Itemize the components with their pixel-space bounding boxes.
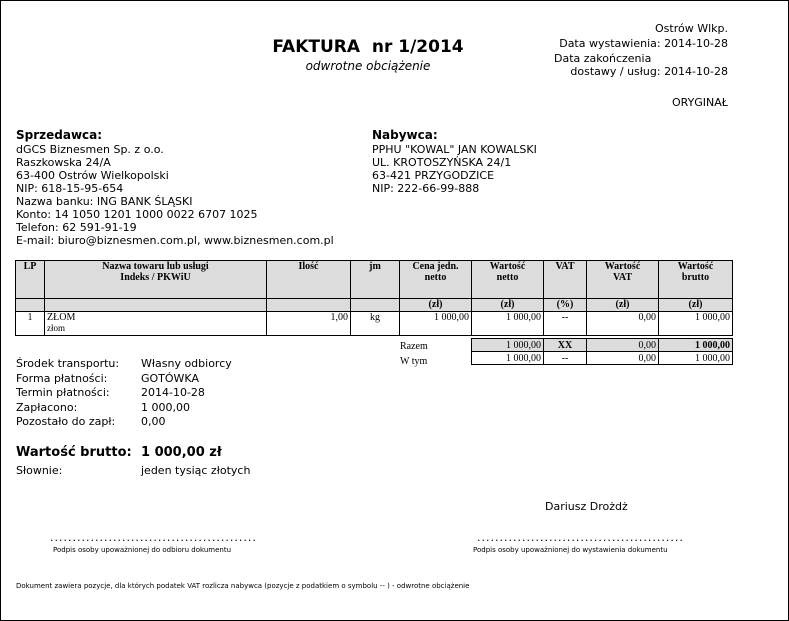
place-of-issue: Ostrów Wlkp.	[655, 22, 728, 35]
payment-details: Środek transportu: Własny odbiorcy Forma płatności: GOTÓWKA Termin płatności: 2014-10-28 Zapłacono: 1 000,00 Pozostało do zapł: 0,00	[16, 357, 232, 428]
total-net: 1 000,00	[472, 339, 544, 352]
seller-account: Konto: 14 1050 1201 1000 0022 6707 1025	[16, 208, 258, 221]
unit-vat-rate: (%)	[544, 299, 587, 312]
totals-table	[471, 338, 733, 365]
col-header-unit: jm	[351, 261, 400, 299]
table-row	[16, 312, 733, 336]
original-mark: ORYGINAŁ	[671, 96, 728, 109]
table-units-row	[16, 299, 733, 312]
invoice-title: FAKTURA nr 1/2014	[272, 37, 464, 57]
col-header-price: Cena jedn. netto	[400, 261, 472, 299]
row-vat-value: 0,00	[587, 312, 659, 336]
total-vat-rate: XX	[544, 339, 587, 352]
payment-method-value: GOTÓWKA	[141, 371, 199, 385]
row-price: 1 000,00	[400, 312, 472, 336]
unit-net: (zł)	[472, 299, 544, 312]
payment-due-value: 2014-10-28	[141, 386, 205, 399]
completion-date: dostawy / usług: 2014-10-28	[570, 65, 728, 78]
issuer-signature-caption: Podpis osoby upoważnionej do wystawienia dokumentu	[473, 546, 668, 554]
remaining-value: 0,00	[141, 415, 166, 428]
seller-details	[16, 143, 334, 247]
seller-city: 63-400 Ostrów Wielkopolski	[16, 169, 169, 182]
gross-total	[16, 445, 222, 460]
total-label: Razem	[400, 341, 428, 352]
including-label: W tym	[400, 356, 428, 367]
including-vat-value: 0,00	[587, 352, 659, 365]
col-header-vat-value: Wartość VAT	[587, 261, 659, 299]
issuer-signature-line: ..............................................	[477, 531, 684, 544]
col-header-name: Nazwa towaru lub usługi Indeks / PKWiU	[45, 261, 267, 299]
amount-in-words-value: jeden tysiąc złotych	[141, 464, 251, 477]
col-header-vat-rate: VAT	[544, 261, 587, 299]
seller-bank: Nazwa banku: ING BANK ŚLĄSKI	[16, 195, 193, 208]
paid-value: 1 000,00	[141, 400, 190, 414]
receiver-signature-line: ..............................................	[50, 531, 257, 544]
buyer-city: 63-421 PRZYGODZICE	[372, 169, 495, 182]
unit-vat-value: (zł)	[587, 299, 659, 312]
seller-email: E-mail: biuro@biznesmen.com.pl, www.biznesmen.com.pl	[16, 234, 334, 247]
gross-total-label: Wartość brutto:	[16, 445, 132, 460]
buyer-details	[372, 143, 537, 195]
seller-label: Sprzedawca:	[16, 128, 103, 142]
unit-price: (zł)	[400, 299, 472, 312]
col-header-net: Wartość netto	[472, 261, 544, 299]
buyer-street: UL. KROTOSZYŃSKA 24/1	[372, 156, 512, 169]
buyer-nip: NIP: 222-66-99-888	[372, 182, 480, 195]
row-lp: 1	[16, 312, 45, 336]
col-header-qty: Ilość	[267, 261, 351, 299]
buyer-name: PPHU "KOWAL" JAN KOWALSKI	[372, 143, 537, 156]
including-gross: 1 000,00	[659, 352, 733, 365]
table-header-row	[16, 261, 733, 299]
row-name: ZŁOM złom	[45, 312, 267, 336]
total-gross: 1 000,00	[659, 339, 733, 352]
issuer-name: Dariusz Drożdż	[545, 500, 628, 513]
including-net: 1 000,00	[472, 352, 544, 365]
row-gross: 1 000,00	[659, 312, 733, 336]
row-net: 1 000,00	[472, 312, 544, 336]
including-vat-rate: --	[544, 352, 587, 365]
row-unit: kg	[351, 312, 400, 336]
col-header-gross: Wartość brutto	[659, 261, 733, 299]
total-vat-value: 0,00	[587, 339, 659, 352]
invoice-subtitle: odwrotne obciążenie	[305, 59, 431, 73]
gross-total-value: 1 000,00 zł	[141, 445, 222, 460]
total-row	[472, 339, 733, 352]
buyer-label: Nabywca:	[372, 128, 438, 142]
receiver-signature-caption: Podpis osoby upoważnionej do odbioru dokumentu	[53, 546, 232, 554]
row-vat-rate: --	[544, 312, 587, 336]
unit-gross: (zł)	[659, 299, 733, 312]
row-qty: 1,00	[267, 312, 351, 336]
seller-nip: NIP: 618-15-95-654	[16, 182, 124, 195]
issue-date: Data wystawienia: 2014-10-28	[559, 37, 728, 50]
including-row	[472, 352, 733, 365]
amount-in-words: Słownie: jeden tysiąc złotych	[16, 464, 251, 477]
col-header-lp: LP	[16, 261, 45, 299]
seller-street: Raszkowska 24/A	[16, 156, 111, 169]
items-table	[15, 260, 733, 336]
seller-phone: Telefon: 62 591-91-19	[16, 221, 137, 234]
transport-value: Własny odbiorcy	[141, 357, 232, 370]
footer-note: Dokument zawiera pozycje, dla których podatek VAT rozlicza nabywca (pozycje z podatkiem o symbolu -- ) - odwrotne obciążenie	[16, 582, 470, 590]
completion-date-label: Data zakończenia	[554, 52, 652, 65]
seller-name: dGCS Biznesmen Sp. z o.o.	[16, 143, 164, 156]
